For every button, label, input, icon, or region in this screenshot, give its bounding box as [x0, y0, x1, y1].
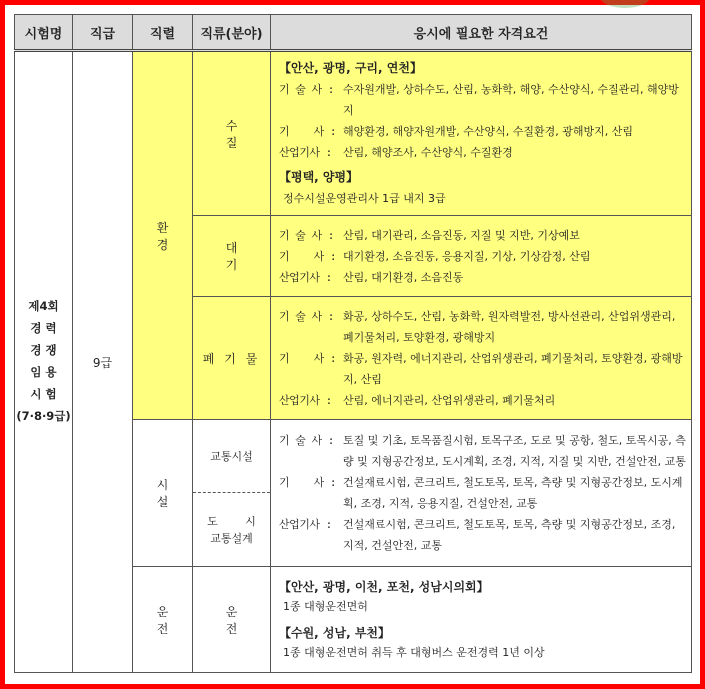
exam-line-6: (7·8·9급)	[16, 408, 71, 423]
requirements-waste	[271, 297, 692, 420]
category-urban-traffic	[193, 493, 270, 566]
air-req-2	[279, 246, 687, 267]
category-traffic-facility: 교통시설	[193, 420, 270, 493]
category-waste: 폐 기 물	[193, 297, 271, 420]
requirements-table	[14, 14, 692, 673]
facility-req-3-text: 건설재료시험, 콘크리트, 철도토목, 토목, 측량 및 지형공간정보, 조경, 지적, 건설안전, 교통	[343, 518, 676, 552]
facility-req-2	[279, 472, 687, 514]
water-req-2-text: 해양환경, 해양자원개발, 수산양식, 수질환경, 광해방지, 산림	[343, 125, 633, 138]
driving-group1-title: 【안산, 광명, 이천, 포천, 성남시의회】	[279, 579, 489, 594]
exam-line-1: 제4회	[28, 299, 59, 314]
category-facility	[193, 420, 271, 567]
water-req-3-text: 산림, 해양조사, 수산양식, 수질환경	[343, 146, 513, 159]
air-req-3-label: 산업기사 :	[279, 270, 332, 284]
water-req-3-label: 산업기사 :	[279, 146, 332, 159]
facility-req-3	[279, 514, 687, 556]
water-group2-title: 【평택, 양평】	[279, 170, 359, 184]
driving-group2-text: 1종 대형운전면허 취득 후 대형버스 운전경력 1년 이상	[283, 645, 545, 659]
requirements-driving	[271, 567, 692, 673]
exam-line-4: 임 용	[30, 365, 57, 379]
category-air: 대 기	[193, 216, 271, 297]
header-grade: 직급	[73, 15, 133, 51]
waste-req-2-text: 화공, 원자력, 에너지관리, 산업위생관리, 폐기물처리, 토양환경, 광해방지, 산림	[343, 351, 683, 386]
waste-req-2-label: 기 사 :	[279, 351, 336, 365]
water-req-1-text: 수자원개발, 상하수도, 산림, 농화학, 해양, 수산양식, 수질관리, 해양방지	[343, 83, 679, 117]
waste-req-1-label: 기 술 사 :	[279, 309, 334, 323]
waste-req-3-label: 산업기사 :	[279, 393, 332, 407]
exam-line-2: 경 력	[30, 321, 57, 336]
requirements-water	[271, 51, 692, 216]
facility-req-2-text: 건설재료시험, 콘크리트, 철도토목, 토목, 측량 및 지형공간정보, 도시계획, 조경, 지적, 응용지질, 건설안전, 교통	[343, 476, 683, 510]
exam-name-cell	[15, 51, 73, 673]
water-req-2-label: 기 사 :	[279, 125, 336, 138]
air-req-2-text: 대기환경, 소음진동, 응용지질, 기상, 기상감정, 산림	[343, 249, 591, 263]
header-requirements: 응시에 필요한 자격요건	[271, 15, 692, 51]
air-req-2-label: 기 사 :	[279, 249, 336, 263]
air-req-1	[279, 225, 687, 246]
row-water	[15, 51, 692, 216]
driving-group2-title: 【수원, 성남, 부천】	[279, 625, 391, 640]
requirements-facility	[271, 420, 692, 567]
driving-group1-text: 1종 대형운전면허	[283, 599, 368, 613]
air-req-3	[279, 267, 687, 288]
water-group2-text: 정수시설운영관리사 1급 내지 3급	[283, 192, 446, 205]
requirements-air	[271, 216, 692, 297]
header-row	[15, 15, 692, 51]
water-req-3	[279, 142, 687, 163]
water-req-2	[279, 121, 687, 142]
water-req-1-label: 기 술 사 :	[279, 83, 334, 96]
waste-req-3	[279, 390, 687, 411]
waste-req-1-text: 화공, 상하수도, 산림, 농화학, 원자력발전, 방사선관리, 산업위생관리, 폐기물처리, 토양환경, 광해방지	[343, 309, 676, 344]
facility-req-3-label: 산업기사 :	[279, 518, 332, 531]
facility-req-2-label: 기 사 :	[279, 476, 336, 489]
facility-req-1	[279, 430, 687, 472]
position-facility: 시 설	[133, 420, 193, 567]
water-group1-title: 【안산, 광명, 구리, 연천】	[279, 61, 422, 75]
facility-req-1-label: 기 술 사 :	[279, 434, 334, 447]
category-urban-line2: 교통설계	[210, 531, 253, 545]
waste-req-3-text: 산림, 에너지관리, 산업위생관리, 폐기물처리	[343, 393, 556, 407]
air-req-1-text: 산림, 대기관리, 소음진동, 지질 및 지반, 기상예보	[343, 228, 580, 242]
grade-cell: 9급	[73, 51, 133, 673]
header-exam: 시험명	[15, 15, 73, 51]
header-position: 직렬	[133, 15, 193, 51]
exam-line-5: 시 험	[30, 386, 57, 401]
water-req-1	[279, 79, 687, 121]
category-driving: 운 전	[193, 567, 271, 673]
waste-req-1	[279, 306, 687, 348]
waste-req-2	[279, 348, 687, 390]
position-driving: 운 전	[133, 567, 193, 673]
position-environment: 환 경	[133, 51, 193, 420]
air-req-3-text: 산림, 대기환경, 소음진동	[343, 270, 464, 284]
category-water: 수 질	[193, 51, 271, 216]
facility-req-1-text: 토질 및 기초, 토목품질시험, 토목구조, 도로 및 공항, 철도, 토목시공, 측량 및 지형공간정보, 도시계획, 조경, 지적, 지질 및 지반, 건설안전, 교통	[343, 434, 686, 468]
air-req-1-label: 기 술 사 :	[279, 228, 334, 242]
header-category: 직류(분야)	[193, 15, 271, 51]
category-urban-line1: 도 시	[207, 514, 268, 528]
exam-line-3: 경 쟁	[30, 343, 57, 358]
